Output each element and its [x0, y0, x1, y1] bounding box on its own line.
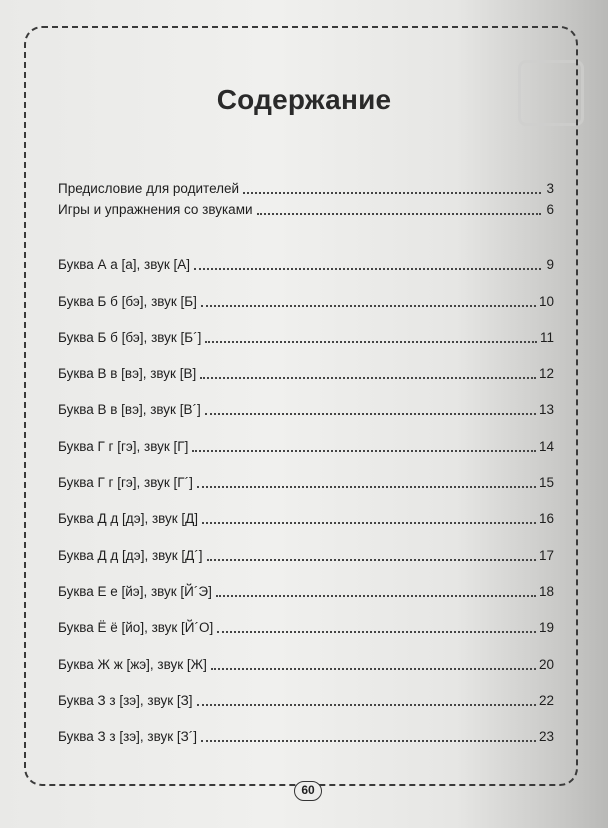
toc-entry	[58, 363, 554, 383]
toc-entry	[58, 617, 554, 637]
toc-leader-dots	[205, 413, 536, 415]
toc-entry-page: 15	[538, 475, 554, 490]
toc-entry-page: 11	[539, 330, 554, 345]
toc-leader-dots	[197, 486, 536, 488]
toc-entry-page: 22	[538, 693, 554, 708]
toc-leader-dots	[217, 631, 536, 633]
toc-entry-label: Игры и упражнения со звуками	[58, 202, 253, 217]
toc-leader-dots	[205, 341, 537, 343]
toc-entry-label: Буква Е е [йэ], звук [Й´Э]	[58, 584, 212, 599]
toc-entry-label: Буква З з [зэ], звук [З´]	[58, 729, 198, 744]
toc-entry	[58, 436, 554, 456]
toc-entry-page: 16	[538, 511, 554, 526]
toc-leader-dots	[202, 522, 536, 524]
toc-leader-dots	[207, 559, 536, 561]
toc-entry-page: 10	[538, 294, 554, 309]
toc-entry-page: 18	[538, 584, 554, 599]
toc-entry-label: Буква Г г [гэ], звук [Г´]	[58, 475, 193, 490]
toc-entry	[58, 472, 554, 492]
toc-entry	[58, 690, 554, 710]
toc-entry-label: Буква Б б [бэ], звук [Б]	[58, 294, 197, 309]
toc-entry-label: Буква В в [вэ], звук [В´]	[58, 402, 201, 417]
toc-entry	[58, 399, 554, 419]
toc-entry-page: 17	[538, 548, 554, 563]
toc-leader-dots	[257, 213, 541, 215]
toc-leader-dots	[201, 305, 536, 307]
toc-entry	[58, 581, 554, 601]
toc-leader-dots	[216, 595, 536, 597]
toc-entry	[58, 178, 554, 198]
toc-leader-dots	[201, 740, 536, 742]
page-title: Содержание	[216, 84, 392, 115]
toc-leader-dots	[192, 450, 536, 452]
toc-entry	[58, 199, 554, 219]
toc-entry-page: 13	[538, 402, 554, 417]
toc-leader-dots	[194, 268, 541, 270]
toc-entry-label: Буква Ё ё [йо], звук [Й´О]	[58, 620, 214, 635]
toc-entry-page: 23	[538, 729, 554, 744]
toc-entry-label: Буква Д д [дэ], звук [Д´]	[58, 548, 203, 563]
page-number-badge: 60	[294, 781, 322, 801]
toc-entry-page: 14	[538, 439, 554, 454]
toc-entry	[58, 545, 554, 565]
toc-entry-page: 3	[546, 181, 554, 196]
toc-leader-dots	[200, 377, 536, 379]
toc-entry-page: 6	[546, 202, 554, 217]
toc-entry	[58, 726, 554, 746]
toc-entry-label: Буква В в [вэ], звук [В]	[58, 366, 197, 381]
toc-entry	[58, 508, 554, 528]
toc-leader-dots	[243, 192, 541, 194]
toc-entry-label: Буква Г г [гэ], звук [Г]	[58, 439, 189, 454]
toc-entry	[58, 254, 554, 274]
toc-leader-dots	[197, 704, 536, 706]
toc-leader-dots	[211, 668, 536, 670]
toc-entry	[58, 654, 554, 674]
toc-entry-label: Буква Ж ж [жэ], звук [Ж]	[58, 657, 207, 672]
toc-entry-page: 20	[538, 657, 554, 672]
toc-entry-label: Буква А а [а], звук [А]	[58, 257, 191, 272]
toc-entry-page: 19	[538, 620, 554, 635]
toc-entry-label: Буква З з [зэ], звук [З]	[58, 693, 193, 708]
toc-entry	[58, 327, 554, 347]
toc-entry-label: Буква Д д [дэ], звук [Д]	[58, 511, 199, 526]
toc-entry-page: 9	[546, 257, 554, 272]
toc-entry-label: Буква Б б [бэ], звук [Б´]	[58, 330, 202, 345]
toc-entry-label: Предисловие для родителей	[58, 181, 240, 196]
toc-entry	[58, 291, 554, 311]
toc-entry-page: 12	[538, 366, 554, 381]
